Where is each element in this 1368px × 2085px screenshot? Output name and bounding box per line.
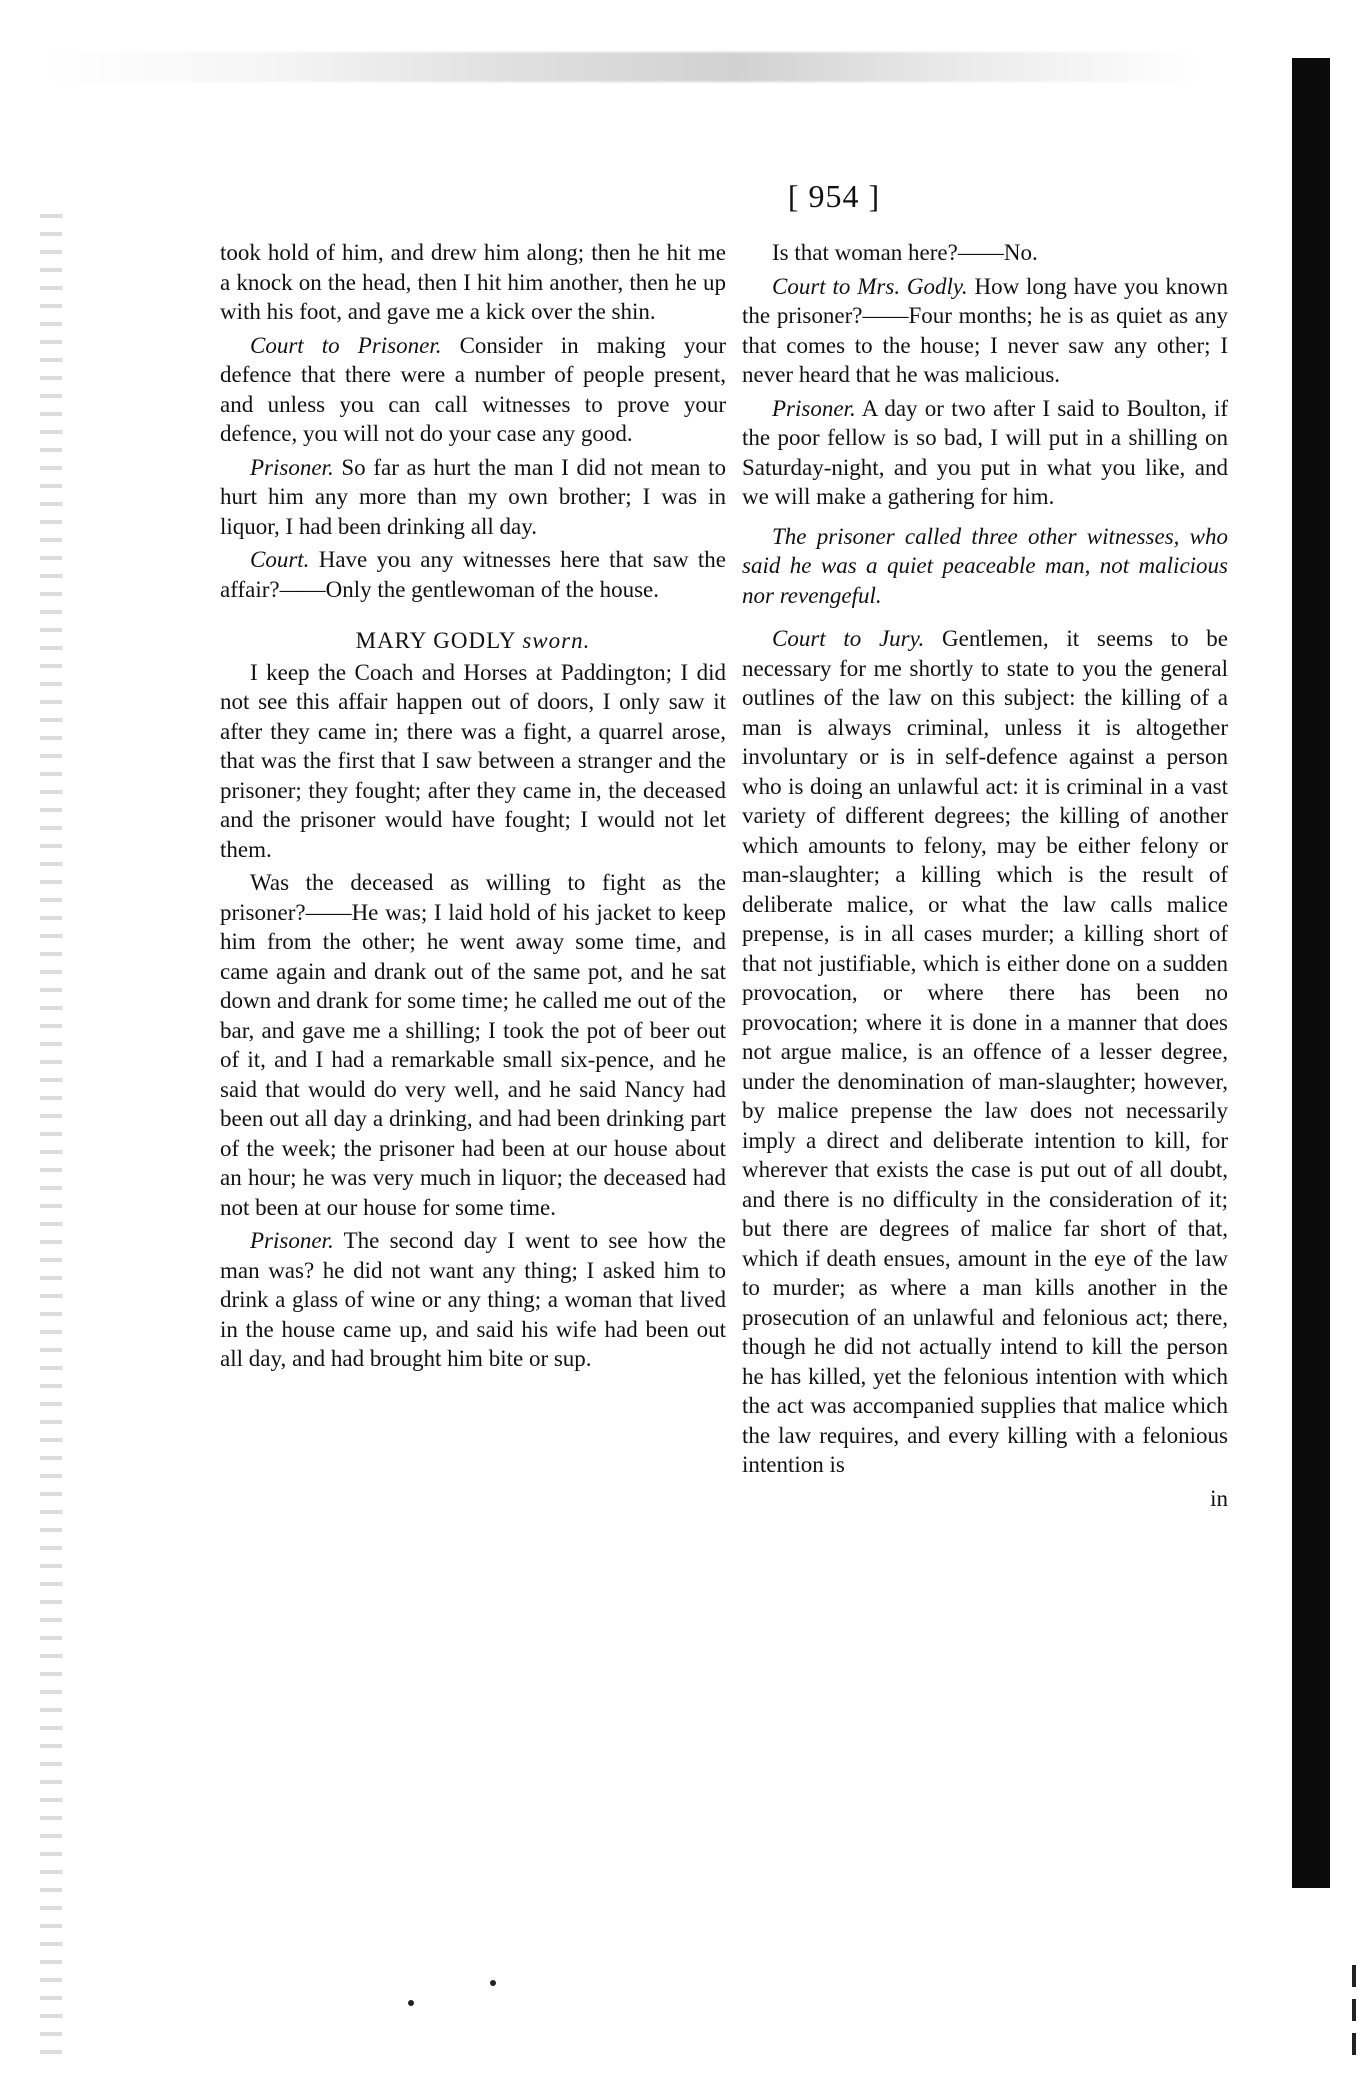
left-para-3 (220, 453, 726, 542)
left-para-6: Was the deceased as willing to fight as the prisoner?——He was; I laid hold of his jacket to keep him from the other; he went away some time, and came again and drank out of the same pot, and he sat down and drank for some time; he called me out of the bar, and gave me a shilling; I took the pot of beer out of it, and I had a remarkable small six-pence, and he said that would do very well, and he said Nancy had been out all day a drinking, and had been drinking part of the week; the prisoner had been at our house about an hour; he was very much in liquor; the deceased had not been at our house for some time. (220, 870, 726, 1220)
italic-note: The prisoner called three other witnesses, who said he was a quiet peaceable man, not malicious nor revengeful. (742, 523, 1228, 608)
speaker-label: Court. (250, 547, 310, 572)
left-column (220, 238, 726, 1378)
speaker-label: Prisoner. (772, 395, 856, 421)
speaker-label: Court to Mrs. Godly. (772, 273, 968, 299)
ink-speck (490, 1980, 496, 1986)
speech-text: Gentlemen, it seems to be necessary for me shortly to state to you the general outlines of the law on this subject: the killing of a man is always criminal, unless it is altogether involuntary or is in self-defence against a person who is doing an unlawful act: it is criminal in a vast variety of different degrees; the killing of another which amounts to felony, may be either felony or man-slaughter; a killing which is the result of deliberate malice, or what the law calls malice prepense, is in all cases murder; a killing short of that not justifiable, which is either done on a sudden provocation, or where there has been no provocation; where it is done in a manner that does not argue malice, is an offence of a lesser degree, under the denomination of man-slaughter; however, by malice prepense the law does not necessarily imply a direct and deliberate intention to kill, for wherever that exists the case is put out of all doubt, and there is no difficulty in the consideration of it; but there are degrees of malice far short of that, which if death ensues, amount in the eye of the law to murder; as where a man kills another in the prosecution of an unlawful and felonious act; there, though he did not actually intend to kill the person he has killed, yet the felonious intention with which the act was accompanied supplies that malice which the law requires, and every killing with a felonious intention is (742, 626, 1229, 1477)
speaker-label: Prisoner. (250, 454, 334, 480)
binding-shadow (1292, 58, 1330, 1888)
page-header (0, 178, 1368, 215)
right-para-2 (742, 272, 1228, 390)
speaker-label: Prisoner. (250, 1228, 334, 1253)
left-para-7 (220, 1226, 726, 1374)
left-para-4 (220, 545, 726, 604)
speech-text: So far as hurt the man I did not mean to hurt him any more than my own brother; I was in liquor, I had been drinking all day. (220, 454, 726, 539)
speech-text: Have you any witnesses here that saw the affair?——Only the gentlewoman of the house. (220, 547, 726, 602)
left-para-2 (220, 331, 726, 449)
ink-speck (408, 2000, 414, 2006)
left-para-1: took hold of him, and drew him along; then he hit me a knock on the head, then I hit him another, then he up with his foot, and gave me a kick over the shin. (220, 240, 726, 324)
speech-text: A day or two after I said to Boulton, if the poor fellow is so bad, I will put in a shilling on Saturday-night, and you put in what you like, and we will make a gathering for him. (742, 395, 1228, 509)
speaker-label: Court to Jury. (772, 626, 925, 651)
edge-marks (1352, 1965, 1356, 2060)
right-column (742, 238, 1228, 1517)
speech-text: The second day I went to see how the man was? he did not want any thing; I asked him to drink a glass of wine or any thing; a woman that lived in the house came up, and said his wife had been out all day, and had brought him bite or sup. (220, 1228, 726, 1371)
right-para-4 (742, 624, 1228, 1480)
witness-name: MARY GODLY (355, 628, 516, 653)
right-para-1: Is that woman here?——No. (772, 240, 1038, 265)
scan-left-margin-marks (40, 200, 62, 2060)
witness-heading (220, 626, 726, 656)
scan-top-shadow (40, 52, 1200, 82)
speech-text: How long have you known the prisoner?——Four months; he is as quiet as any that comes to the house; I never saw any other; I never heard that he was malicious. (742, 273, 1228, 387)
catchword: in (1210, 1485, 1228, 1511)
right-para-3 (742, 394, 1228, 512)
speaker-label: Court to Prisoner. (250, 332, 442, 358)
left-para-5: I keep the Coach and Horses at Paddington; I did not see this affair happen out of doors, I only saw it after they came in; there was a fight, a quarrel arose, that was the first that I saw between a stranger and the prisoner; they fought; after they came in, the deceased and the prisoner would have fought; I would not let them. (220, 659, 726, 862)
page-number: [ 954 ] (787, 178, 881, 214)
speech-text: Consider in making your defence that there were a number of people present, and unless you can call witnesses to prove your defence, you will not do your case any good. (220, 332, 726, 446)
witness-sworn: sworn. (522, 628, 591, 653)
